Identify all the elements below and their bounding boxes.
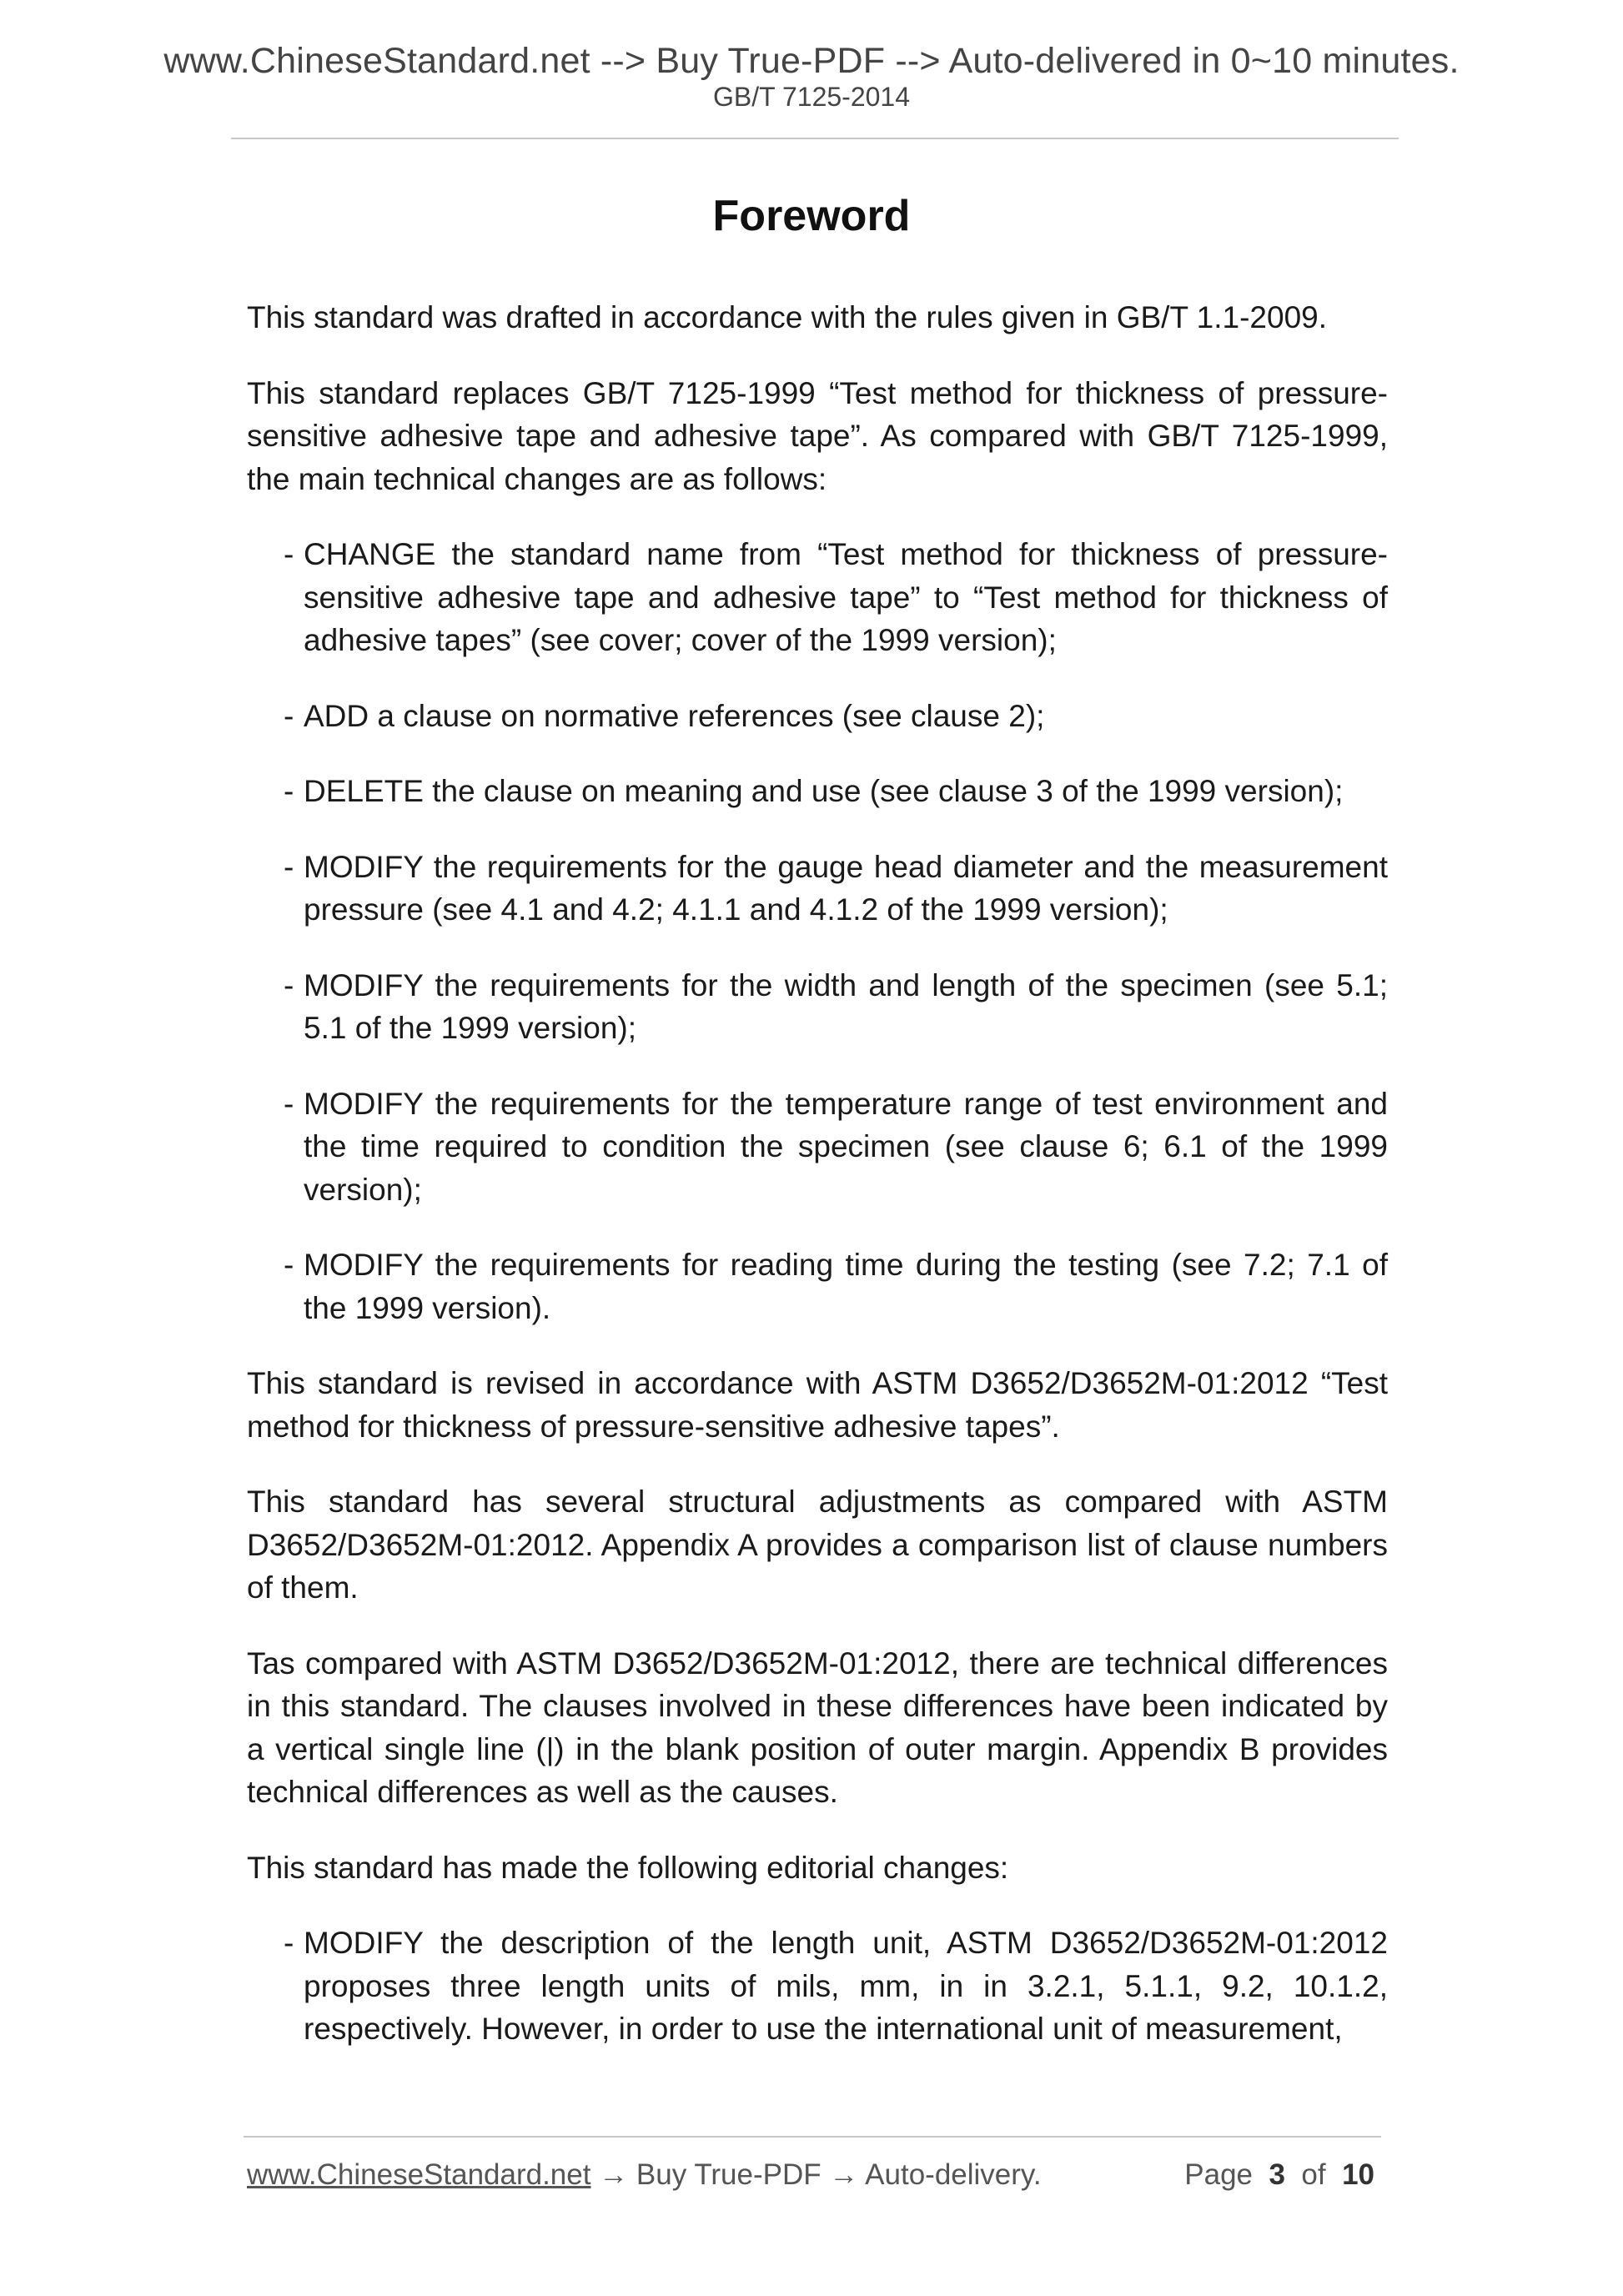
bullet-dash: - [284,774,294,808]
bullet-dash: - [284,1086,294,1121]
list-item-text: MODIFY the description of the length unit, ASTM D3652/D3652M-01:2012 proposes three length units of mils, mm, in in 3.2.1, 5.1.1, 9.2, 10.1.2, respectively. However, in order to use the international unit of measurement, [304,1926,1388,2046]
paragraph-editorial-changes: This standard has made the following editorial changes: [247,1850,1009,1885]
list-item [247,1922,1388,2051]
bullet-dash: - [284,698,294,733]
list-item-text: MODIFY the requirements for the width and length of the specimen (see 5.1; 5.1 of the 1999 version); [304,967,1388,1045]
list-item-text: DELETE the clause on meaning and use (see clause 3 of the 1999 version); [304,774,1344,808]
list-item [247,770,1388,813]
bullet-dash: - [284,849,294,884]
list-item [247,533,1388,662]
list-item [247,846,1388,932]
paragraph-technical-differences: Tas compared with ASTM D3652/D3652M-01:2012, there are technical differences in this standard. The clauses involved in these differences have been indicated by a vertical single line (|) in the blank position of outer margin. Appendix B provides technical differences as well as the causes. [247,1645,1388,1809]
bullet-dash: - [284,1926,294,1960]
bullet-dash: - [284,537,294,571]
footer-site-link[interactable]: www.ChineseStandard.net [247,2158,591,2191]
paragraph-structural-adjustments: This standard has several structural adjustments as compared with ASTM D3652/D3652M-01:2012. Appendix A provides a comparison list of clause numbers of them. [247,1485,1388,1605]
page-title: Foreword [712,192,911,240]
document-body [247,296,1388,2083]
bullet-dash: - [284,1248,294,1282]
paragraph-revised-astm: This standard is revised in accordance with ASTM D3652/D3652M-01:2012 “Test method for thickness of pressure-sensitive adhesive tapes”. [247,1366,1388,1444]
list-item [247,964,1388,1050]
site-banner: www.ChineseStandard.net --> Buy True-PDF --> Auto-delivered in 0~10 minutes. [163,41,1460,81]
list-item-text: MODIFY the requirements for the gauge head diameter and the measurement pressure (see 4.1 and 4.2; 4.1.1 and 4.1.2 of the 1999 version); [304,849,1388,927]
bullet-dash: - [284,967,294,1002]
of-label: of [1301,2158,1326,2191]
list-item-text: MODIFY the requirements for the temperature range of test environment and the time required to condition the specimen (see clause 6; 6.1 of the 1999 version); [304,1086,1388,1207]
list-item-text: ADD a clause on normative references (see clause 2); [304,698,1045,733]
footer-promo [247,2158,1042,2193]
list-item-text: MODIFY the requirements for reading time during the testing (see 7.2; 7.1 of the 1999 version). [304,1248,1388,1325]
header-divider [231,138,1399,139]
list-item-text: CHANGE the standard name from “Test method for thickness of pressure-sensitive adhesive tape and adhesive tape” to “Test method for thickness of adhesive tapes” (see cover; cover of the 1999 version); [304,537,1388,657]
paragraph-replaces: This standard replaces GB/T 7125-1999 “Test method for thickness of pressure-sensitive adhesive tape and adhesive tape”. As compared with GB/T 7125-1999, the main technical changes are as follows: [247,375,1388,496]
page-total: 10 [1342,2158,1374,2191]
list-item [247,1083,1388,1212]
footer-divider [244,2136,1381,2138]
list-item [247,695,1388,738]
page-indicator [1184,2158,1374,2193]
footer-promo-text: → Buy True-PDF → Auto-delivery. [590,2158,1042,2191]
standard-code: GB/T 7125-2014 [712,82,910,112]
list-item [247,1243,1388,1329]
page-number: 3 [1269,2158,1285,2191]
paragraph-drafting-rules: This standard was drafted in accordance with the rules given in GB/T 1.1-2009. [247,300,1328,334]
page-label: Page [1184,2158,1254,2191]
